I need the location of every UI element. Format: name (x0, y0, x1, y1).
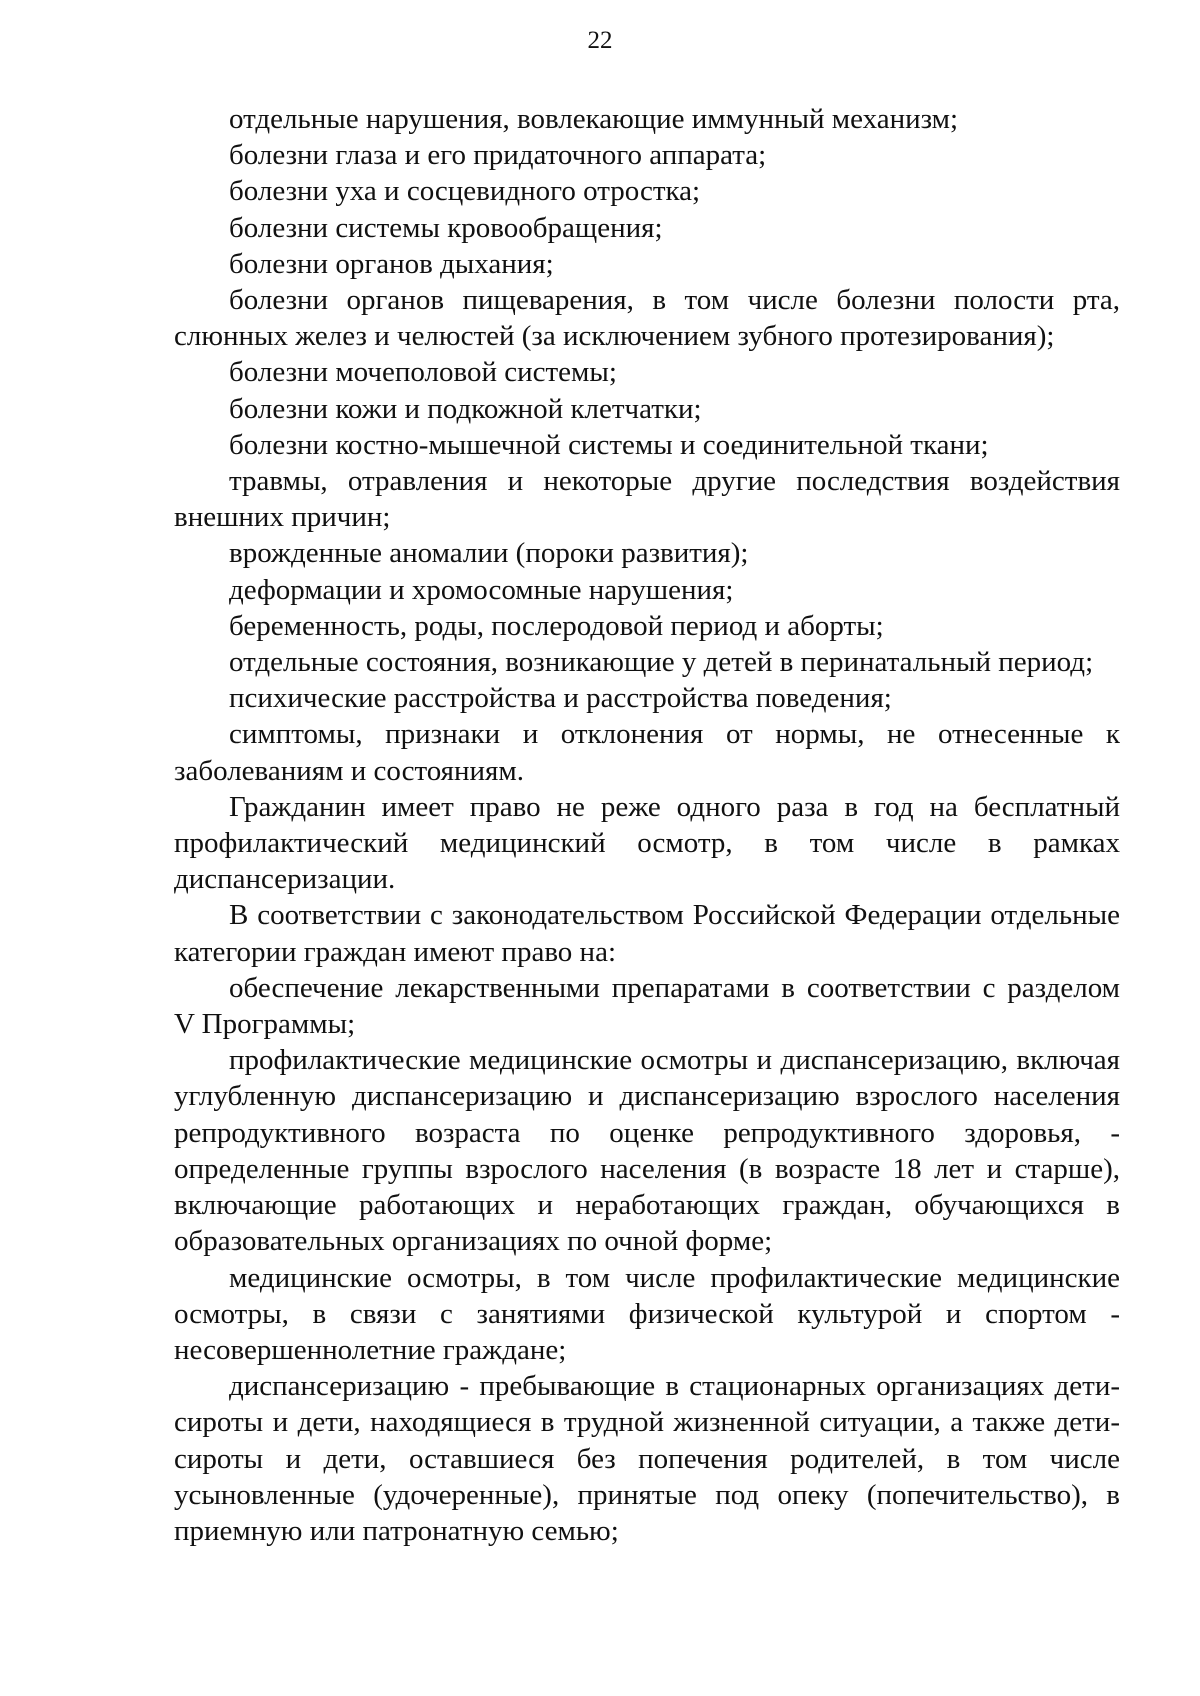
paragraph: В соответствии с законодательством Российской Федерации отдельные категории граждан имеют право на: (174, 899, 1120, 968)
list-item: травмы, отравления и некоторые другие последствия воздействия внешних причин; (174, 465, 1120, 534)
list-item: болезни кожи и подкожной клетчатки; (229, 392, 702, 425)
list-item: врожденные аномалии (пороки развития); (229, 537, 749, 570)
list-item: отдельные состояния, возникающие у детей в перинатальный период; (229, 646, 1094, 679)
list-item: диспансеризацию - пребывающие в стационарных организациях дети-сироты и дети, находящиеся в трудной жизненной ситуации, а также дети-сироты и дети, оставшиеся без попечения родителей, в том числе усыновленные (удочеренные), принятые под опеку (попечительство), в приемную или патронатную семью; (174, 1370, 1120, 1547)
list-item: обеспечение лекарственными препаратами в соответствии с разделом V Программы; (174, 971, 1120, 1041)
list-item: психические расстройства и расстройства поведения; (229, 682, 892, 715)
list-item: болезни уха и сосцевидного отростка; (229, 175, 701, 208)
list-item: болезни органов дыхания; (229, 247, 554, 280)
list-item: беременность, роды, послеродовой период и аборты; (229, 609, 884, 642)
list-item: симптомы, признаки и отклонения от нормы, не отнесенные к заболеваниям и состояниям. (174, 718, 1120, 787)
list-item: болезни мочеполовой системы; (229, 356, 617, 389)
list-item: медицинские осмотры, в том числе профилактические медицинские осмотры, в связи с занятиями физической культурой и спортом - несовершеннолетние граждане; (174, 1261, 1120, 1366)
list-item: болезни глаза и его придаточного аппарата; (229, 139, 767, 172)
page-number: 22 (587, 27, 613, 54)
list-item: деформации и хромосомные нарушения; (229, 573, 734, 606)
list-item: отдельные нарушения, вовлекающие иммунный механизм; (229, 103, 959, 135)
list-item: профилактические медицинские осмотры и диспансеризацию, включая углубленную диспансеризацию и диспансеризацию взрослого населения репродуктивного возраста по оценке репродуктивного здоровья, - определенные группы взрослого населения (в возрасте 18 лет и старше), включающие работающих и неработающих граждан, обучающихся в образовательных организациях по очной форме; (174, 1044, 1120, 1258)
list-item: болезни системы кровообращения; (229, 211, 663, 244)
paragraph: Гражданин имеет право не реже одного раза в год на бесплатный профилактический медицинский осмотр, в том числе в рамках диспансеризации. (174, 790, 1120, 896)
document-body (174, 101, 1120, 1549)
list-item: болезни органов пищеварения, в том числе болезни полости рта, слюнных желез и челюстей (за исключением зубного протезирования); (174, 284, 1120, 353)
list-item: болезни костно-мышечной системы и соединительной ткани; (229, 428, 989, 461)
